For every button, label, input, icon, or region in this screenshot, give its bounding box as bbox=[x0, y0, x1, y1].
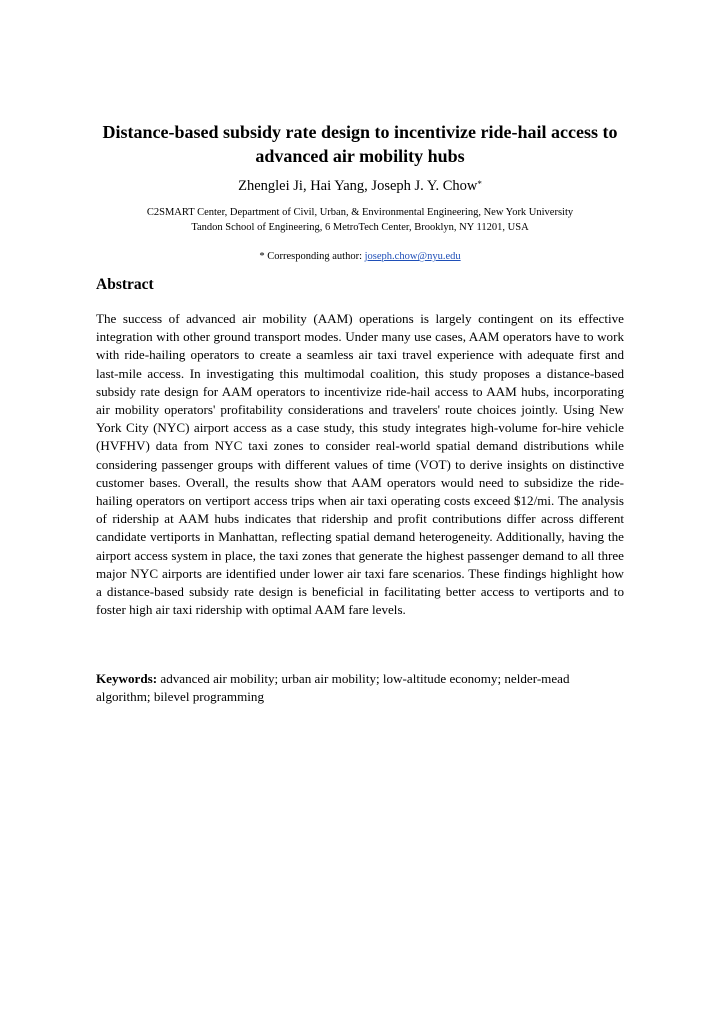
keywords-text: advanced air mobility; urban air mobility; low-altitude economy; nelder-mead algorithm; bilevel programming bbox=[96, 671, 570, 705]
keywords-label: Keywords: bbox=[96, 671, 158, 686]
affiliation-line-1: C2SMART Center, Department of Civil, Urban, & Environmental Engineering, New York University bbox=[146, 207, 574, 218]
corresponding-author-label: * Corresponding author: bbox=[259, 251, 365, 262]
paper-title: Distance-based subsidy rate design to incentivize ride-hail access to advanced air mobility hubs bbox=[102, 122, 618, 166]
abstract-heading: Abstract bbox=[96, 276, 154, 293]
abstract-text: The success of advanced air mobility (AAM) operations is largely contingent on its effective integration with other ground transport modes. Under many use cases, AAM operators have to work with ride-hailing operators to create a seamless air taxi travel experience with adequate first and last-mile access. In investigating this multimodal coalition, this study proposes a distance-based subsidy rate design for AAM operators to incentivize ride-hail access to AAM hubs, incorporating air mobility operators' profitability considerations and travelers' route choices jointly. Using New York City (NYC) airport access as a case study, this study integrates high-volume for-hire vehicle (HVFHV) data from NYC taxi zones to consider real-world spatial demand distributions while considering passenger groups with different values of time (VOT) to derive insights on distinctive customer bases. Overall, the results show that AAM operators would need to subsidize the ride-hailing operators on vertiport access trips when air taxi operating costs exceed $12/mi. The analysis of ridership at AAM hubs indicates that ridership and profit contributions differ across different candidate vertiports in Manhattan, reflecting spatial demand heterogeneity. Additionally, having the airport access system in place, the taxi zones that generate the highest passenger demand to all three major NYC airports are identified under lower air taxi fare scenarios. These findings highlight how a distance-based subsidy rate design is beneficial in facilitating better access to vertiports and to foster high air taxi ridership with optimal AAM fare levels. bbox=[96, 311, 624, 618]
keywords bbox=[96, 670, 624, 706]
corresponding-author bbox=[96, 249, 624, 264]
author-list bbox=[96, 177, 624, 195]
corresponding-email-link[interactable]: joseph.chow@nyu.edu bbox=[364, 251, 461, 262]
affiliation-line-2: Tandon School of Engineering, 6 MetroTech Center, Brooklyn, NY 11201, USA bbox=[191, 222, 529, 233]
author-names: Zhenglei Ji, Hai Yang, Joseph J. Y. Chow bbox=[238, 178, 478, 194]
corresponding-author-mark: * bbox=[477, 179, 482, 189]
affiliation bbox=[96, 205, 624, 235]
